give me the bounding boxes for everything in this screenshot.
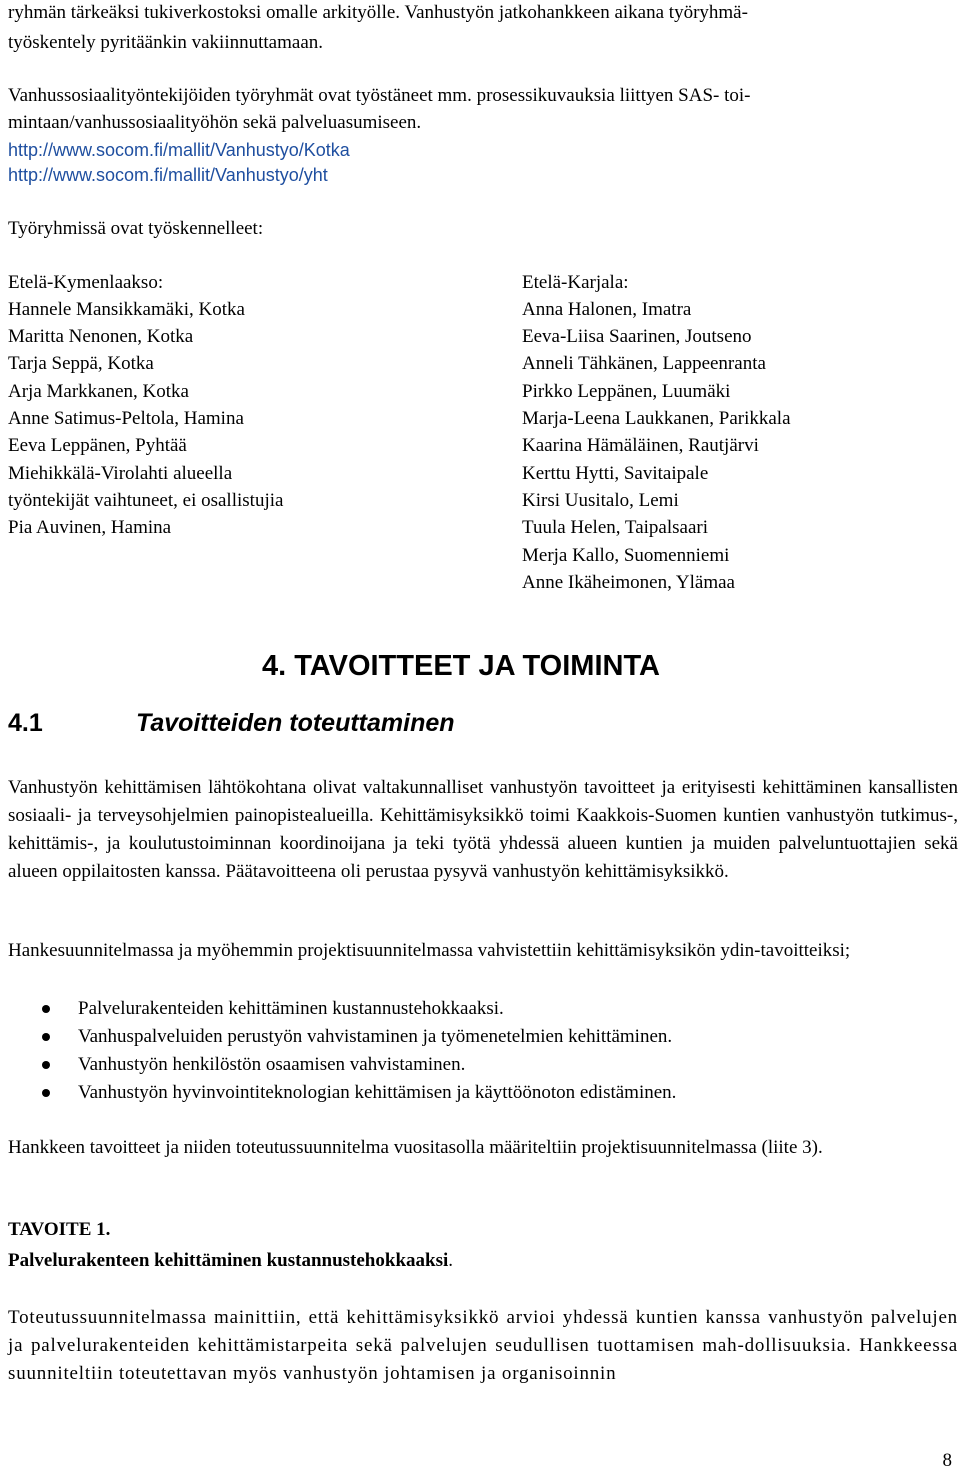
left-col-item: Eeva Leppänen, Pyhtää: [8, 435, 187, 456]
list-item: [8, 1079, 676, 1107]
right-col-item: Anneli Tähkänen, Lappeenranta: [522, 353, 766, 374]
subsection-title: Tavoitteiden toteuttaminen: [136, 709, 455, 737]
right-col-item: Etelä-Karjala:: [522, 272, 629, 293]
left-col-item: Hannele Mansikkamäki, Kotka: [8, 299, 245, 320]
left-col-item: Pia Auvinen, Hamina: [8, 517, 172, 538]
left-col-item: työntekijät vaihtuneet, ei osallistujia: [8, 490, 284, 511]
right-col-item: Kaarina Hämäläinen, Rautjärvi: [522, 435, 759, 456]
para2-line-1: Vanhussosiaalityöntekijöiden työryhmät ovat työstäneet mm. prosessikuvauksia liittyen SAS- toi-: [8, 85, 751, 106]
list-item-text: Vanhuspalveluiden perustyön vahvistaminen ja työmenetelmien kehittäminen.: [78, 1026, 673, 1047]
para-goals: Vanhustyön kehittämisen lähtökohtana olivat valtakunnalliset vanhustyön tavoitteet ja erityisesti kehittäminen kansallisten sosiaali- ja terveysohjelmien painopistealueilla. Kehittämisyksikkö toimi Kaakkois-Suomen kuntien vanhustyön tutkimus-, kehittämis-, ja koulutustoiminnan koordinoijana ja teki työtä yhdessä alueen kuntien ja muiden palveluntuottajien sekä alueen oppilaitosten kanssa. Päätavoitteena oli perustaa pysyvä vanhustyön kehittämisyksikkö.: [8, 777, 958, 882]
right-col-item: Kerttu Hytti, Savitaipale: [522, 463, 709, 484]
list-item: [8, 1023, 676, 1051]
left-col-item: Arja Markkanen, Kotka: [8, 381, 189, 402]
right-col-item: Merja Kallo, Suomenniemi: [522, 545, 730, 566]
subsection-number: 4.1: [8, 709, 43, 737]
left-col-item: Maritta Nenonen, Kotka: [8, 326, 194, 347]
para-annual: Hankkeen tavoitteet ja niiden toteutussuunnitelma vuositasolla määriteltiin projektisuunnitelmassa (liite 3).: [8, 1137, 823, 1158]
right-col-item: Kirsi Uusitalo, Lemi: [522, 490, 679, 511]
list-item: [8, 995, 676, 1023]
link-kotka-text[interactable]: http://www.socom.fi/mallit/Vanhustyo/Kotka: [8, 140, 350, 160]
right-col-item: Tuula Helen, Taipalsaari: [522, 517, 708, 538]
workers-heading: Työryhmissä ovat työskennelleet:: [8, 218, 264, 239]
left-col-item: Miehikkälä-Virolahti alueella: [8, 463, 233, 484]
list-item-text: Vanhustyön henkilöstön osaamisen vahvistaminen.: [78, 1054, 466, 1075]
right-col-item: Anna Halonen, Imatra: [522, 299, 692, 320]
bullet-icon: [42, 1089, 50, 1097]
left-col-item: Anne Satimus-Peltola, Hamina: [8, 408, 244, 429]
intro-line-2: työskentely pyritäänkin vakiinnuttamaan.: [8, 32, 324, 53]
link-yht-text[interactable]: http://www.socom.fi/mallit/Vanhustyo/yht: [8, 165, 328, 185]
goal1-title-end: .: [448, 1250, 453, 1271]
right-col-item: Pirkko Leppänen, Luumäki: [522, 381, 731, 402]
goal1-title: Palvelurakenteen kehittäminen kustannustehokkaaksi: [8, 1250, 449, 1271]
page-number: 8: [942, 1450, 952, 1471]
right-col-item: Marja-Leena Laukkanen, Parikkala: [522, 408, 791, 429]
bullet-icon: [42, 1061, 50, 1069]
subsection-heading: [8, 706, 455, 740]
left-col-item: Tarja Seppä, Kotka: [8, 353, 154, 374]
bullet-icon: [42, 1005, 50, 1013]
section-heading: 4. TAVOITTEET JA TOIMINTA: [262, 650, 660, 682]
intro-line-1: ryhmän tärkeäksi tukiverkostoksi omalle arkityölle. Vanhustyön jatkohankkeen aikana työryhmä-: [8, 2, 748, 23]
link-kotka[interactable]: [8, 138, 350, 163]
right-col-item: Eeva-Liisa Saarinen, Joutseno: [522, 326, 752, 347]
right-col-item: Anne Ikäheimonen, Ylämaa: [522, 572, 735, 593]
list-item-text: Vanhustyön hyvinvointiteknologian kehittämisen ja käyttöönoton edistäminen.: [78, 1082, 677, 1103]
document-page: [8, 0, 958, 1475]
bullet-icon: [42, 1033, 50, 1041]
para-last: Toteutussuunnitelmassa mainittiin, että kehittämisyksikkö arvioi yhdessä kuntien kanssa vanhustyön palvelujen ja palvelurakenteiden kehittämistarpeita sekä palvelujen seudullisen tuottamisen mah-dollisuuksia. Hankkeessa suunniteltiin toteutettavan myös vanhustyön johtamisen ja organisoinnin: [8, 1307, 958, 1384]
goal1-title-line: [8, 1249, 453, 1273]
link-yht[interactable]: [8, 163, 328, 188]
para2-line-2: mintaan/vanhussosiaalityöhön sekä palveluasumiseen.: [8, 112, 422, 133]
list-item: [8, 1051, 676, 1079]
list-item-text: Palvelurakenteiden kehittäminen kustannustehokkaaksi.: [78, 998, 504, 1019]
left-col-item: Etelä-Kymenlaakso:: [8, 272, 164, 293]
goal1-label: TAVOITE 1.: [8, 1219, 111, 1240]
para-plan: Hankesuunnitelmassa ja myöhemmin projektisuunnitelmassa vahvistettiin kehittämisyksikön ydin-tavoitteiksi;: [8, 940, 851, 961]
goals-list: [8, 995, 676, 1107]
